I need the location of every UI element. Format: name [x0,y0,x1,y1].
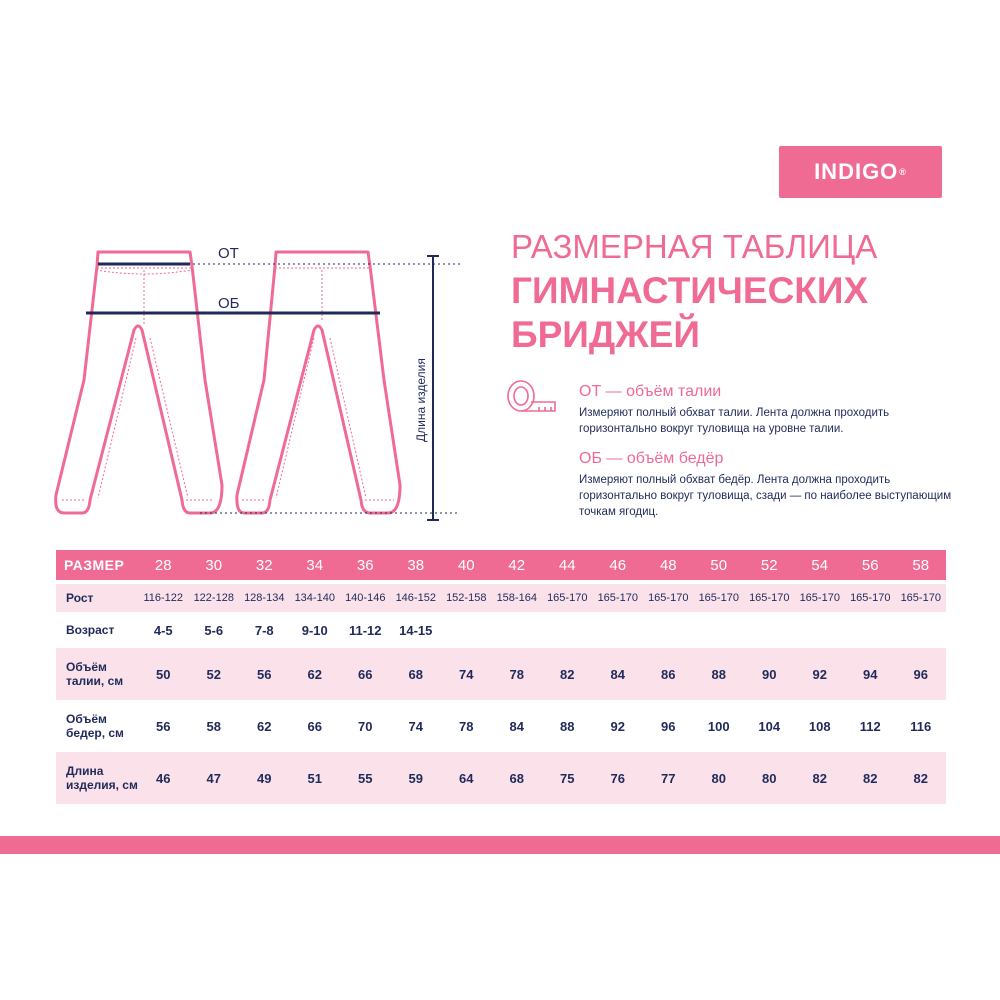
table-cell: 70 [340,700,391,752]
table-cell: 49 [239,752,290,804]
size-header-cell: 36 [340,550,391,580]
row-label: Возраст [56,612,138,648]
waist-label: ОТ [218,245,239,262]
table-cell: 92 [795,648,846,700]
table-cell [542,612,593,648]
table-cell: 5-6 [189,612,240,648]
table-cell: 112 [845,700,896,752]
size-header-cell: 50 [694,550,745,580]
size-header-row [56,550,946,580]
table-cell: 4-5 [138,612,189,648]
size-header-cell: 38 [391,550,442,580]
size-header-cell: 28 [138,550,189,580]
table-cell: 165-170 [744,584,795,612]
row-waist [56,648,946,700]
table-cell: 52 [189,648,240,700]
size-header-cell: 56 [845,550,896,580]
table-cell: 96 [643,700,694,752]
definition-hips-title: ОБ — объём бедёр [579,450,724,467]
table-cell: 80 [744,752,795,804]
table-cell: 94 [845,648,896,700]
definition-waist-text: Измеряют полный обхват талии. Лента должна проходить горизонтально вокруг туловища на уровне талии. [579,407,890,435]
hips-label: ОБ [218,295,240,312]
table-cell: 122-128 [189,584,240,612]
table-cell: 66 [290,700,341,752]
table-cell: 66 [340,648,391,700]
size-header-cell: 30 [189,550,240,580]
table-cell: 90 [744,648,795,700]
table-cell: 88 [542,700,593,752]
table-cell: 77 [643,752,694,804]
table-cell: 96 [896,648,947,700]
size-header-cell: 44 [542,550,593,580]
table-cell: 82 [896,752,947,804]
table-cell: 68 [492,752,543,804]
table-cell: 165-170 [593,584,644,612]
table-cell: 78 [441,700,492,752]
table-cell [694,612,745,648]
table-cell: 62 [239,700,290,752]
table-cell: 59 [391,752,442,804]
table-cell: 146-152 [391,584,442,612]
table-cell [744,612,795,648]
row-hips [56,700,946,752]
table-cell: 165-170 [896,584,947,612]
table-cell: 46 [138,752,189,804]
row-height [56,584,946,612]
row-label: Объём талии, см [56,648,138,700]
bottom-bar [0,836,1000,854]
row-label: Длина изделия, см [56,752,138,804]
row-length [56,752,946,804]
size-header-cell: 52 [744,550,795,580]
table-cell: 165-170 [845,584,896,612]
table-cell: 86 [643,648,694,700]
table-cell: 84 [492,700,543,752]
table-cell: 75 [542,752,593,804]
pants-diagram [50,230,470,530]
table-cell: 158-164 [492,584,543,612]
table-cell [593,612,644,648]
brand-logo-mark: ® [899,167,907,177]
definition-waist [579,383,959,437]
table-cell [845,612,896,648]
table-cell: 134-140 [290,584,341,612]
table-cell: 62 [290,648,341,700]
pants-back-outline [237,252,400,513]
size-table [56,550,946,804]
table-cell: 55 [340,752,391,804]
row-age [56,612,946,648]
table-cell: 47 [189,752,240,804]
table-cell: 152-158 [441,584,492,612]
table-cell: 165-170 [643,584,694,612]
table-cell: 82 [845,752,896,804]
table-cell: 7-8 [239,612,290,648]
size-header-cell: 54 [795,550,846,580]
table-cell: 116 [896,700,947,752]
title-line-3: БРИДЖЕЙ [511,314,700,355]
brand-logo [779,146,942,198]
size-header-cell: 40 [441,550,492,580]
table-cell: 84 [593,648,644,700]
table-cell: 50 [138,648,189,700]
table-cell [492,612,543,648]
table-cell: 165-170 [795,584,846,612]
definition-waist-title: ОТ — объём талии [579,383,722,400]
table-cell: 92 [593,700,644,752]
row-label: Рост [56,584,138,612]
table-cell: 100 [694,700,745,752]
table-cell: 140-146 [340,584,391,612]
table-cell: 51 [290,752,341,804]
table-cell: 82 [795,752,846,804]
size-header-label: РАЗМЕР [56,550,138,580]
table-cell: 74 [441,648,492,700]
table-cell: 68 [391,648,442,700]
size-header-cell: 46 [593,550,644,580]
table-cell: 9-10 [290,612,341,648]
table-cell: 165-170 [694,584,745,612]
table-cell: 104 [744,700,795,752]
size-header-cell: 48 [643,550,694,580]
table-cell [441,612,492,648]
row-label: Объём бедер, см [56,700,138,752]
table-cell: 56 [239,648,290,700]
table-cell: 116-122 [138,584,189,612]
table-cell: 74 [391,700,442,752]
table-cell [795,612,846,648]
table-cell [896,612,947,648]
definition-hips [579,450,959,520]
page-title [511,225,981,357]
table-cell: 56 [138,700,189,752]
table-cell: 78 [492,648,543,700]
table-cell: 14-15 [391,612,442,648]
size-header-cell: 42 [492,550,543,580]
table-cell: 80 [694,752,745,804]
length-label: Длина изделия [414,358,428,442]
size-header-cell: 58 [896,550,947,580]
table-cell [643,612,694,648]
table-cell: 88 [694,648,745,700]
table-cell: 58 [189,700,240,752]
table-cell: 64 [441,752,492,804]
brand-logo-text: INDIGO [814,159,899,184]
table-cell: 76 [593,752,644,804]
title-line-2: ГИМНАСТИЧЕСКИХ [511,270,869,311]
table-cell: 128-134 [239,584,290,612]
size-header-cell: 34 [290,550,341,580]
size-header-cell: 32 [239,550,290,580]
table-cell: 165-170 [542,584,593,612]
table-cell: 11-12 [340,612,391,648]
table-cell: 108 [795,700,846,752]
title-line-1: РАЗМЕРНАЯ ТАБЛИЦА [511,228,878,265]
definition-hips-text: Измеряют полный обхват бедёр. Лента должна проходить горизонтально вокруг туловища, сзади — по наиболее выступающим точкам ягодиц. [579,474,952,518]
measuring-tape-icon [505,378,561,418]
pants-front-outline [56,252,222,513]
table-cell: 82 [542,648,593,700]
